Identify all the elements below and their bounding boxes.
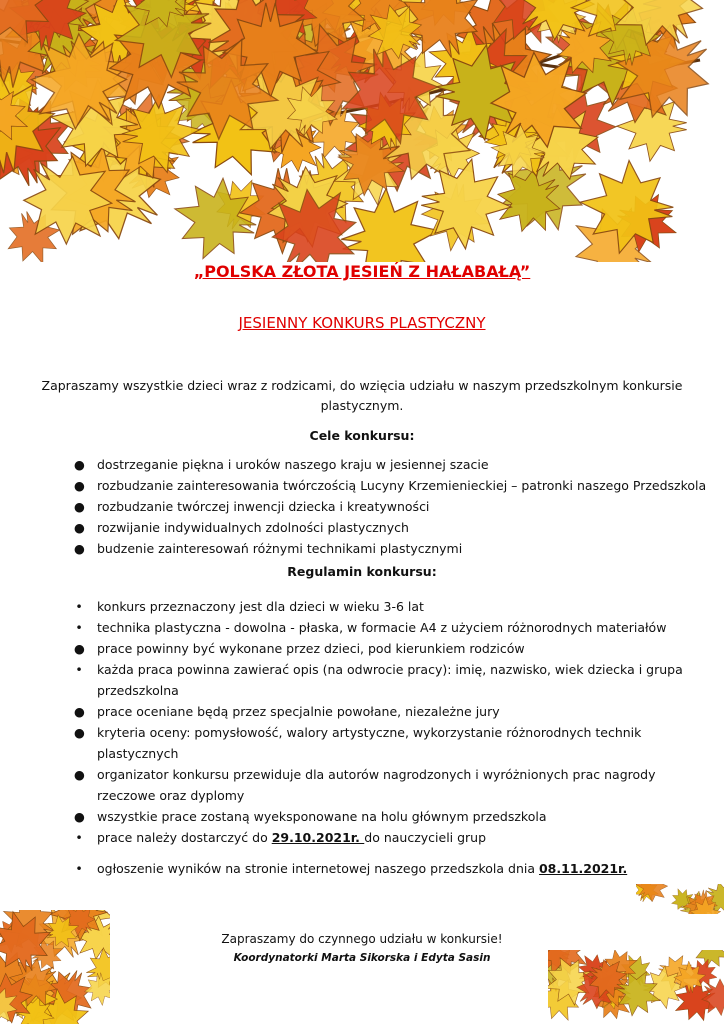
intro-text: Zapraszamy wszystkie dzieci wraz z rodzicami, do wzięcia udziału w naszym przedszkolnym konkursie plastycznym. bbox=[41, 378, 683, 413]
list-item: ● organizator konkursu przewiduje dla autorów nagrodzonych i wyróżnionych prac nagrody rzeczowe oraz dyplomy bbox=[0, 764, 707, 806]
page-title: „POLSKA ZŁOTA JESIEŃ Z HAŁABAŁĄ” bbox=[193, 262, 531, 281]
page-subtitle: JESIENNY KONKURS PLASTYCZNY bbox=[238, 314, 486, 332]
bullet-icon: • bbox=[75, 830, 83, 845]
bullet-icon: • bbox=[75, 861, 83, 876]
bullet-icon: ● bbox=[74, 641, 85, 656]
bullet-icon: • bbox=[75, 599, 83, 614]
list-item: ● dostrzeganie piękna i uroków naszego kraju w jesiennej szacie bbox=[0, 454, 707, 475]
bullet-icon: • bbox=[75, 662, 83, 677]
autumn-leaves-corner-left bbox=[0, 910, 110, 1024]
bullet-icon: ● bbox=[74, 767, 85, 782]
bullet-icon: ● bbox=[74, 809, 85, 824]
results-date: 08.11.2021r. bbox=[538, 861, 628, 876]
rules-heading: Regulamin konkursu: bbox=[287, 564, 437, 579]
list-item: ● kryteria oceny: pomysłowość, walory artystyczne, wykorzystanie różnorodnych technik plastycznych bbox=[0, 722, 707, 764]
list-item: ● budzenie zainteresowań różnymi technikami plastycznymi bbox=[0, 538, 707, 559]
list-item: ● wszystkie prace zostaną wyeksponowane na holu głównym przedszkola bbox=[0, 806, 707, 827]
coordinators-text: Koordynatorki Marta Sikorska i Edyta Sasin bbox=[233, 952, 491, 964]
list-item: ● rozbudzanie twórczej inwencji dziecka i kreatywności bbox=[0, 496, 707, 517]
bullet-icon: ● bbox=[74, 499, 85, 514]
list-item: ● rozbudzanie zainteresowania twórczością Lucyny Krzemienieckiej – patronki naszego Przedszkola bbox=[0, 475, 707, 496]
autumn-leaves-strip bbox=[636, 884, 724, 914]
bullet-icon: ● bbox=[74, 725, 85, 740]
list-item: • technika plastyczna - dowolna - płaska, w formacie A4 z użyciem różnorodnych materiałów bbox=[0, 617, 707, 638]
leaf-icon bbox=[418, 156, 514, 252]
list-item: • każda praca powinna zawierać opis (na odwrocie pracy): imię, nazwisko, wiek dziecka i grupa przedszkolna bbox=[0, 659, 707, 701]
deadline-date: 29.10.2021r. bbox=[271, 830, 365, 845]
list-item: ● rozwijanie indywidualnych zdolności plastycznych bbox=[0, 517, 707, 538]
autumn-leaves-banner bbox=[0, 0, 724, 262]
list-item: ● prace powinny być wykonane przez dzieci, pod kierunkiem rodziców bbox=[0, 638, 707, 659]
bullet-icon: ● bbox=[74, 704, 85, 719]
bullet-icon: • bbox=[75, 620, 83, 635]
list-item: • konkurs przeznaczony jest dla dzieci w wieku 3-6 lat bbox=[0, 596, 707, 617]
deadline-item: • prace należy dostarczyć do 29.10.2021r. do nauczycieli grup bbox=[0, 827, 707, 848]
leaf-icon bbox=[636, 884, 676, 910]
list-item: ● prace oceniane będą przez specjalnie powołane, niezależne jury bbox=[0, 701, 707, 722]
results-item: • ogłoszenie wyników na stronie internetowej naszego przedszkola dnia 08.11.2021r. bbox=[0, 858, 707, 879]
closing-text: Zapraszamy do czynnego udziału w konkursie! bbox=[221, 932, 503, 946]
rules-list bbox=[0, 596, 707, 879]
bullet-icon: ● bbox=[74, 520, 85, 535]
bullet-icon: ● bbox=[74, 478, 85, 493]
bullet-icon: ● bbox=[74, 457, 85, 472]
goals-heading: Cele konkursu: bbox=[309, 428, 415, 443]
goals-list bbox=[0, 454, 707, 559]
bullet-icon: ● bbox=[74, 541, 85, 556]
